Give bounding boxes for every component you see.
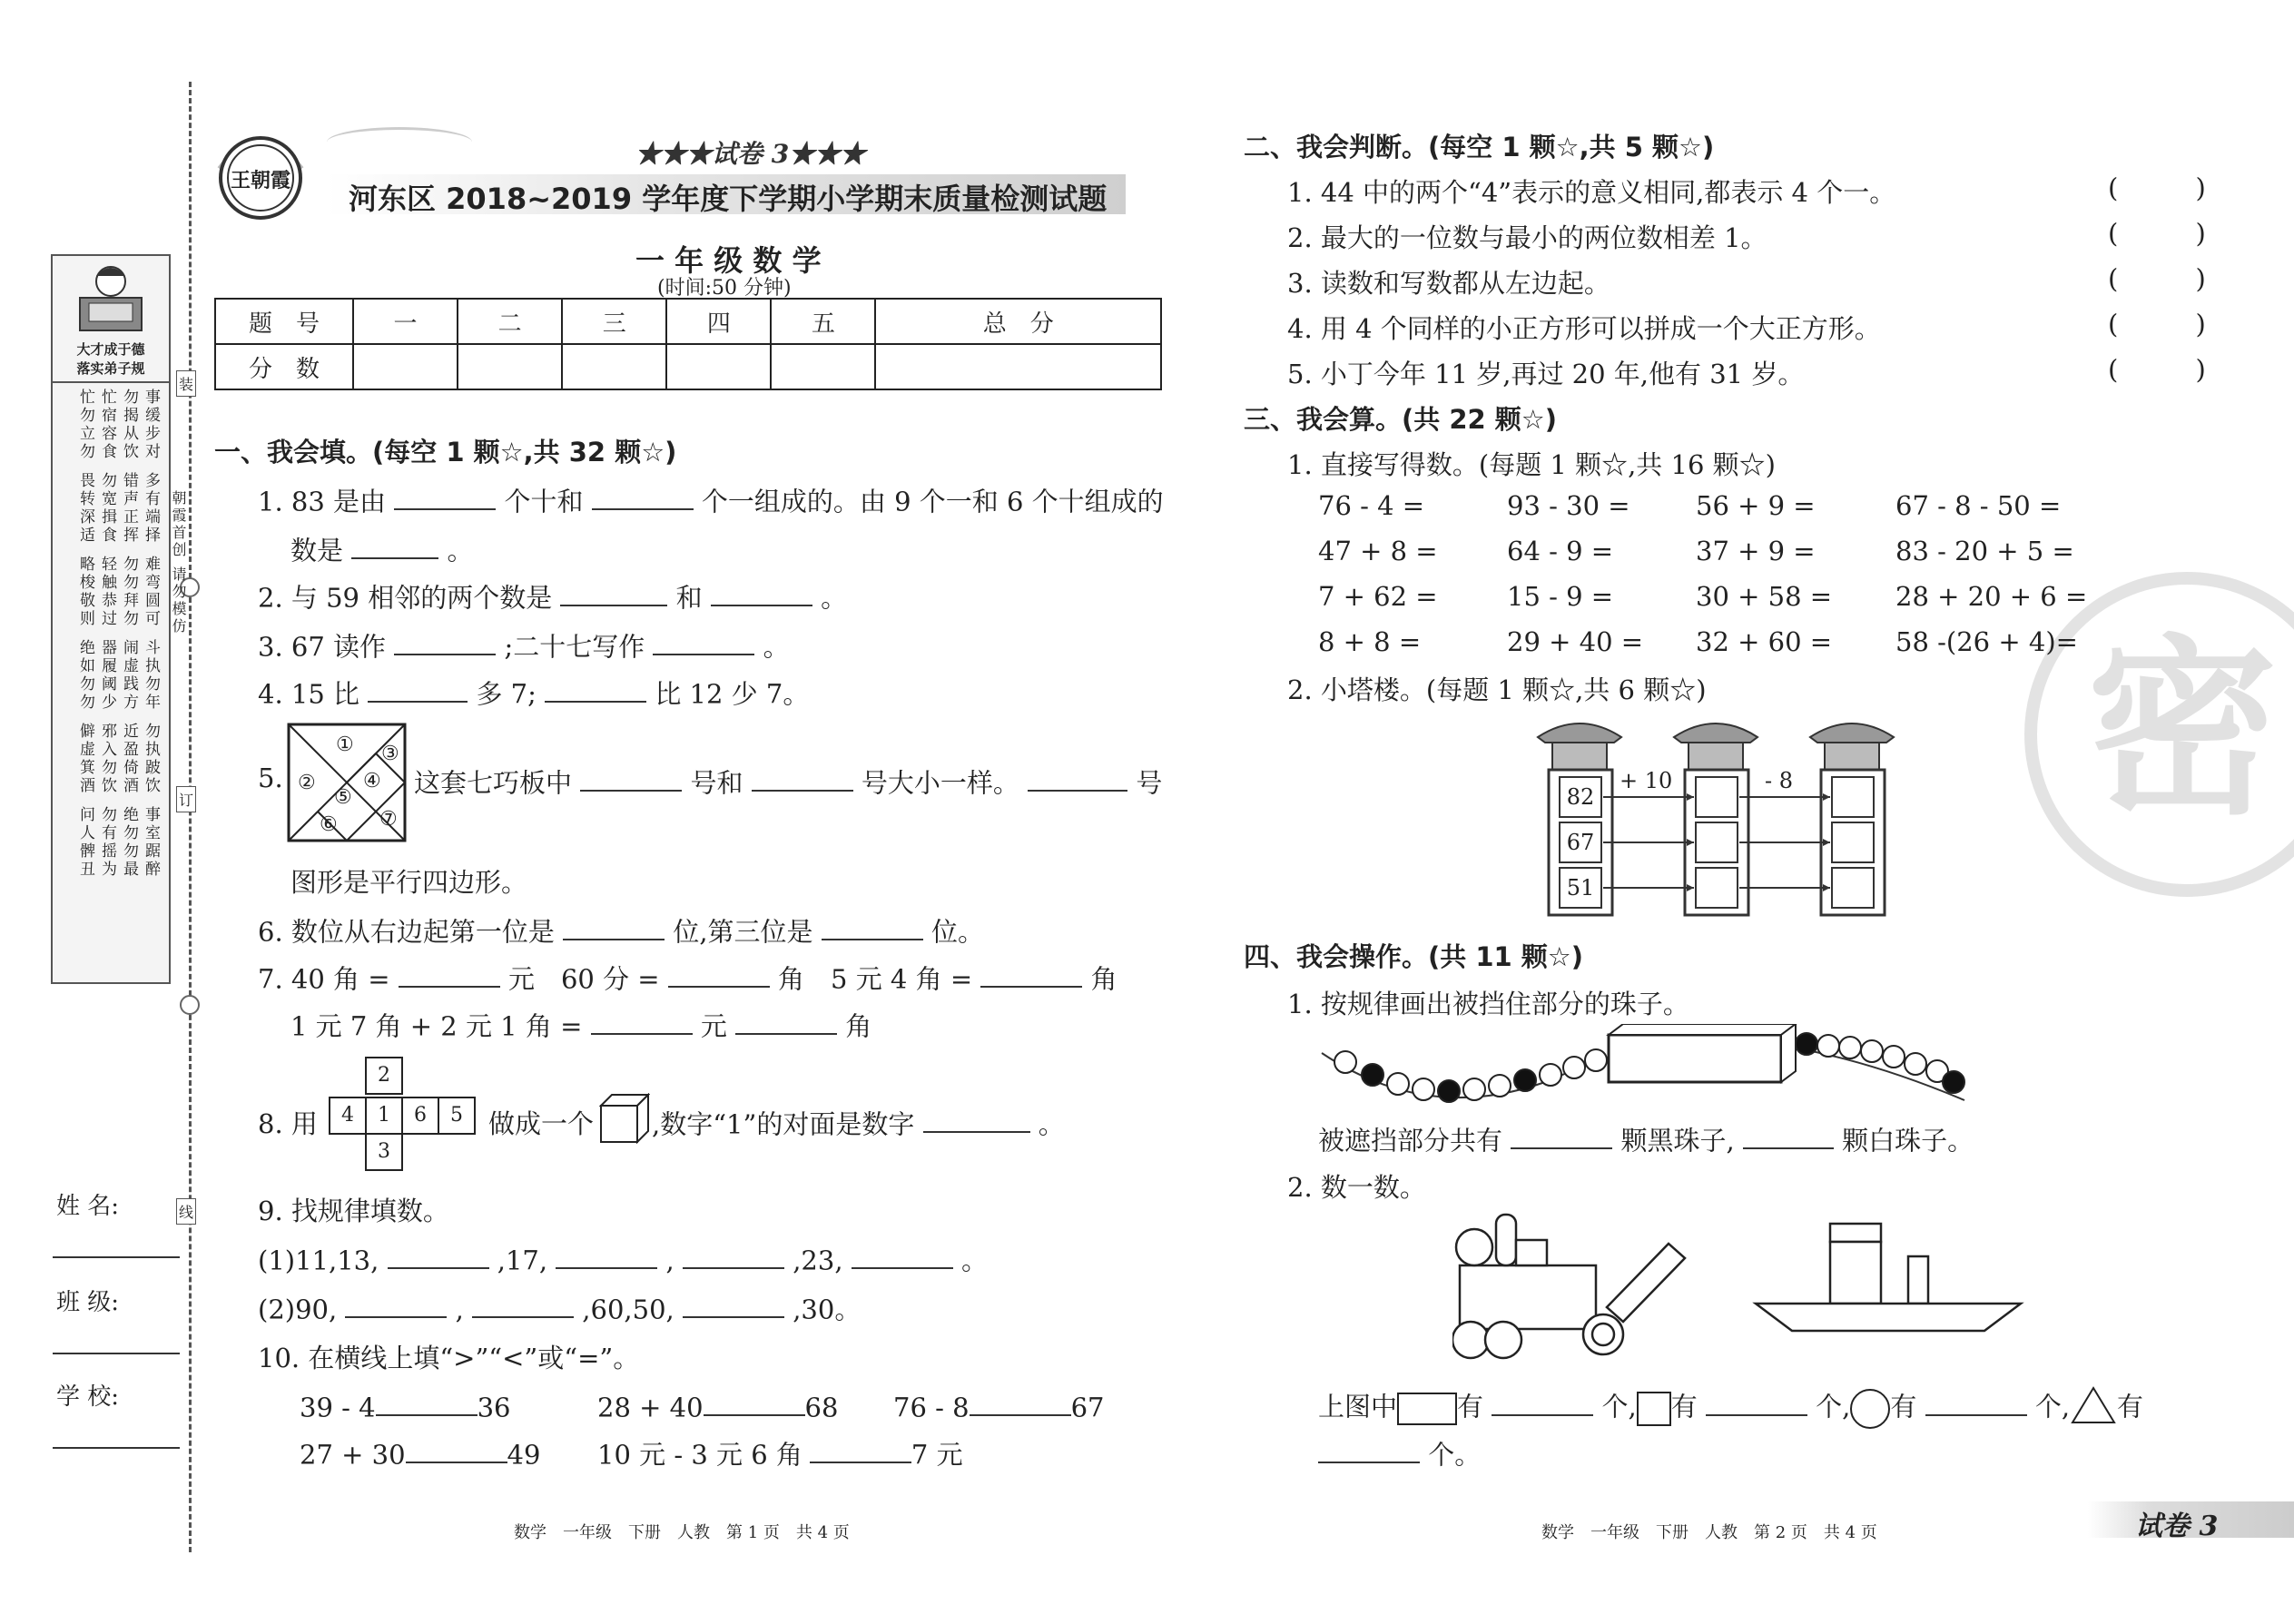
cube-net (325, 1057, 479, 1176)
motto-column: 多有端择 (142, 472, 160, 545)
count-blank-triangle[interactable] (1318, 1434, 1420, 1463)
calc-item[interactable]: 15 - 9 = (1507, 581, 1614, 612)
black-bead (1362, 1064, 1383, 1086)
cmp-1-right: 36 (477, 1392, 511, 1423)
calc-item[interactable]: 67 - 8 - 50 = (1895, 490, 2062, 521)
q9-1-blank-3[interactable] (683, 1240, 784, 1269)
judge-item: 3. 读数和写数都从左边起。 (1287, 268, 1610, 299)
judge-item: 2. 最大的一位数与最小的两位数相差 1。 (1287, 222, 1767, 253)
q9-title: 9. 找规律填数。 (258, 1196, 449, 1226)
motto-column: 畏转深适 (76, 472, 94, 545)
tangram-label-3: ③ (381, 743, 399, 765)
score-cell-1[interactable] (353, 344, 458, 389)
triangle-shape-icon (2070, 1385, 2117, 1432)
cmp-5-left: 10 元 - 3 元 6 角 (597, 1439, 802, 1471)
score-cell-total[interactable] (875, 344, 1161, 389)
footer-right: 数学 一年级 下册 人教 第 2 页 共 4 页 (1541, 1523, 1877, 1542)
tangram-label-7: ⑦ (379, 808, 398, 831)
q1-blank-1[interactable] (394, 481, 496, 510)
beads-blank-white[interactable] (1743, 1120, 1834, 1149)
calc-item[interactable]: 58 -(26 + 4)= (1895, 626, 2078, 657)
count-text-c3: 个, (2034, 1391, 2071, 1422)
net-cell-right2: 5 (438, 1097, 476, 1135)
score-cell-2[interactable] (458, 344, 562, 389)
cmp-2-blank[interactable] (704, 1387, 805, 1416)
cmp-1-blank[interactable] (376, 1387, 478, 1416)
q5-line1 (414, 763, 1162, 800)
q10-title: 10. 在横线上填“>”“<”或“=”。 (258, 1343, 640, 1373)
q3-text-a: 3. 67 读作 (258, 631, 387, 663)
net-cell-top: 2 (365, 1057, 403, 1095)
q1-text-b: 个十和 (504, 486, 584, 517)
score-head-1: 一 (353, 299, 458, 344)
white-bead (1861, 1040, 1883, 1062)
cmp-2-right: 68 (804, 1392, 839, 1423)
white-bead (1540, 1064, 1561, 1086)
motto-column: 问人髀丑 (76, 806, 94, 879)
q9-2-blank-3[interactable] (683, 1289, 784, 1318)
cmp-5 (597, 1434, 963, 1471)
cmp-5-blank[interactable] (810, 1434, 911, 1463)
motto-column: 忙宿容食 (98, 389, 116, 461)
motto-column: 绝勿勿最 (120, 806, 138, 879)
q8-text-c: ,数字“1”的对面是数字 (652, 1108, 915, 1140)
q5-text-b: 号和 (690, 767, 743, 799)
net-cell-center: 1 (365, 1097, 403, 1135)
q7-text-a: 7. 40 角 = (258, 963, 390, 995)
q4-blank-2[interactable] (545, 674, 646, 703)
part3-title: 三、我会算。(共 22 颗☆) (1244, 404, 1558, 435)
tower-diagram (1534, 712, 1915, 920)
cmp-2-left: 28 + 40 (597, 1392, 704, 1423)
count-subtitle: 2. 数一数。 (1287, 1172, 1426, 1203)
motto-head-1: 大才成于德 (76, 341, 145, 358)
q7-blank-4[interactable] (591, 1006, 693, 1035)
count-figure-train (1452, 1207, 1689, 1362)
cmp-4 (300, 1434, 540, 1470)
score-cell-3[interactable] (562, 344, 666, 389)
cmp-1 (300, 1387, 511, 1422)
tower-value-3: 51 (1566, 875, 1595, 901)
score-head-total: 总 分 (875, 299, 1161, 344)
part2-title: 二、我会判断。(每空 1 颗☆,共 5 颗☆) (1244, 132, 1715, 162)
tower3-blank-1[interactable] (1832, 777, 1874, 817)
count-blank-rect[interactable] (1492, 1386, 1593, 1415)
q5-number: 5. (258, 763, 283, 793)
motto-column: 轻触恭过 (98, 556, 116, 628)
count-text-d: 个。 (1428, 1439, 1482, 1471)
beads-answer (1318, 1120, 1974, 1157)
q1-blank-2[interactable] (592, 481, 694, 510)
motto-column: 勿执跛饮 (142, 723, 160, 795)
q9-1-text-c: , (665, 1245, 674, 1276)
q4-text-b: 多 7; (476, 678, 537, 710)
q6-blank-2[interactable] (822, 911, 923, 940)
judge-answer-paren[interactable]: ( ) (2108, 309, 2240, 340)
motto-column: 勿有摇为 (98, 806, 116, 879)
q2-text-c: 。 (821, 582, 848, 614)
calc-item[interactable]: 28 + 20 + 6 = (1895, 581, 2088, 612)
calc-item[interactable]: 93 - 30 = (1507, 490, 1630, 521)
q1-text-c: 个一组成的。由 9 个一和 6 个十组成的 (701, 486, 1164, 517)
calc-item[interactable]: 8 + 8 = (1318, 626, 1422, 657)
judge-item: 1. 44 中的两个“4”表示的意义相同,都表示 4 个一。 (1287, 177, 1896, 208)
rectangle-shape-icon (1397, 1393, 1457, 1425)
q3-text-c: 。 (763, 631, 790, 663)
count-answer-line1 (1318, 1385, 2143, 1432)
q3-text-b: ;二十七写作 (504, 631, 645, 663)
q1-text-e: 。 (447, 535, 474, 566)
q5-line2: 图形是平行四边形。 (290, 867, 528, 898)
tower2-blank-2[interactable] (1696, 822, 1738, 862)
beads-text-a: 被遮挡部分共有 (1318, 1125, 1503, 1156)
motto-column: 近盈倚酒 (120, 723, 138, 795)
part4-title: 四、我会操作。(共 11 颗☆) (1244, 941, 1584, 972)
seal-mark-2: 订 (176, 786, 196, 812)
count-text-c1: 个, (1601, 1391, 1637, 1422)
logo-text: 王朝霞 (230, 169, 290, 192)
q1-blank-3[interactable] (351, 530, 438, 559)
q7-blank-1[interactable] (399, 959, 500, 988)
net-cell-right1: 6 (401, 1097, 439, 1135)
cmp-4-left: 27 + 30 (300, 1439, 406, 1471)
score-head-4: 四 (666, 299, 771, 344)
q7-text-b: 元 60 分 = (507, 963, 660, 995)
calc-item[interactable]: 32 + 60 = (1696, 626, 1833, 657)
q9-1-text-b: ,17, (497, 1245, 548, 1276)
cmp-3-blank[interactable] (970, 1387, 1071, 1416)
judge-answer-paren[interactable]: ( ) (2108, 218, 2240, 249)
score-head-5: 五 (771, 299, 875, 344)
calc-item[interactable]: 64 - 9 = (1507, 536, 1614, 566)
cmp-3-left: 76 - 8 (893, 1392, 970, 1423)
white-bead (1413, 1078, 1434, 1100)
q8-text-b: 做成一个 (488, 1108, 595, 1139)
cmp-3 (893, 1387, 1105, 1422)
cmp-5-right: 7 元 (911, 1439, 963, 1471)
q6-text-b: 位,第三位是 (673, 916, 813, 948)
q3 (258, 626, 790, 664)
score-head-label: 题 号 (215, 299, 353, 344)
beads-figure (1318, 1024, 1972, 1115)
tower-subtitle: 2. 小塔楼。(每题 1 颗☆,共 6 颗☆) (1287, 674, 1707, 705)
black-bead (1514, 1069, 1536, 1091)
motto-column: 斗执勿年 (142, 639, 160, 712)
beads-blank-black[interactable] (1511, 1120, 1612, 1149)
q5-blank-3[interactable] (1028, 763, 1127, 792)
count-text-b1: 有 (1457, 1391, 1484, 1422)
q5-blank-1[interactable] (580, 763, 682, 792)
q7-blank-2[interactable] (668, 959, 770, 988)
q9-2-text-b: , (455, 1294, 464, 1325)
q1-text-d: 数是 (290, 535, 344, 566)
white-bead (1334, 1051, 1356, 1073)
q9-2-text-c: ,60,50, (582, 1294, 674, 1325)
q6 (258, 911, 984, 949)
name-label: 姓 名: (56, 1193, 120, 1220)
q9-2-text-d: ,30。 (793, 1294, 861, 1325)
net-cell-bottom: 3 (365, 1133, 403, 1171)
q4-blank-1[interactable] (368, 674, 468, 703)
circle-shape-icon (1850, 1389, 1890, 1429)
cmp-1-left: 39 - 4 (300, 1392, 376, 1423)
white-bead (1387, 1073, 1409, 1095)
watermark-char: 密 (2086, 618, 2278, 841)
calc-item[interactable]: 83 - 20 + 5 = (1895, 536, 2074, 566)
q2-text-b: 和 (675, 582, 703, 614)
tower2-blank-3[interactable] (1696, 868, 1738, 908)
q7-line2 (290, 1006, 871, 1043)
score-head-2: 二 (458, 299, 562, 344)
q1-line1 (258, 481, 1164, 518)
q5-text-c: 号大小一样。 (861, 767, 1019, 799)
judge-item: 5. 小丁今年 11 岁,再过 20 年,他有 31 岁。 (1287, 359, 1805, 389)
tower-value-1: 82 (1566, 784, 1595, 810)
q7-text-c: 角 5 元 4 角 = (778, 963, 973, 995)
q5-text-d: 号 (1136, 767, 1163, 799)
score-table (214, 298, 1162, 390)
q8-text-a: 8. 用 (258, 1108, 318, 1139)
cmp-2 (597, 1387, 838, 1422)
q2 (258, 577, 847, 615)
cube-icon (599, 1093, 650, 1144)
motto-column: 闹虚践方 (120, 639, 138, 712)
motto-column: 事室踞醉 (142, 806, 160, 879)
motto-panel (51, 254, 171, 984)
q2-blank-1[interactable] (560, 577, 667, 606)
count-text-c2: 个, (1816, 1391, 1851, 1422)
q6-blank-1[interactable] (563, 911, 665, 940)
judge-answer-paren[interactable]: ( ) (2108, 354, 2240, 385)
motto-columns (53, 383, 165, 884)
calc-item[interactable]: 56 + 9 = (1696, 490, 1816, 521)
publisher-logo (211, 123, 310, 223)
white-bead (1489, 1075, 1511, 1097)
confidential-watermark (2024, 572, 2294, 897)
count-blank-square[interactable] (1706, 1386, 1807, 1415)
q9-1-text-e: 。 (960, 1245, 988, 1276)
motto-column: 错声正挥 (120, 472, 138, 545)
motto-column: 难弯圆可 (142, 556, 160, 628)
motto-column: 事缓步对 (142, 389, 160, 461)
class-line[interactable] (53, 1353, 180, 1354)
school-line[interactable] (53, 1447, 180, 1449)
tangram-label-5: ⑤ (334, 786, 352, 809)
motto-column: 忙勿立勿 (76, 389, 94, 461)
square-shape-icon (1637, 1392, 1671, 1426)
q8-line (652, 1104, 1065, 1141)
motto-column: 器履阈少 (98, 639, 116, 712)
q1-line2 (290, 530, 473, 567)
tower-op-add: + 10 (1620, 768, 1673, 793)
exam-title: 河东区 2018~2019 学年度下学期小学期末质量检测试题 (349, 182, 1108, 216)
motto-column: 勿宽揖食 (98, 472, 116, 545)
white-bead (1585, 1049, 1607, 1071)
part1-title: 一、我会填。(每空 1 颗☆,共 32 颗☆) (214, 437, 677, 468)
q4 (258, 674, 809, 711)
q2-text-a: 2. 与 59 相邻的两个数是 (258, 582, 553, 614)
count-blank-circle[interactable] (1925, 1386, 2027, 1415)
calc-item[interactable]: 37 + 9 = (1696, 536, 1816, 566)
white-bead (1463, 1078, 1485, 1100)
q5-blank-2[interactable] (752, 763, 853, 792)
header-ribbon (327, 127, 472, 157)
beads-text-b: 颗黑珠子, (1620, 1125, 1735, 1156)
beads-text-c: 颗白珠子。 (1842, 1125, 1974, 1156)
score-cell-4[interactable] (666, 344, 771, 389)
tangram-label-6: ⑥ (320, 813, 338, 836)
black-bead (1943, 1071, 1964, 1093)
school-label: 学 校: (56, 1383, 120, 1411)
seal-mark-3: 线 (176, 1198, 196, 1225)
calc-item[interactable]: 76 - 4 = (1318, 490, 1425, 521)
time-limit: (时间:50 分钟) (657, 277, 792, 300)
q9-1-blank-1[interactable] (388, 1240, 489, 1269)
footer-left: 数学 一年级 下册 人教 第 1 页 共 4 页 (514, 1523, 850, 1542)
score-head-3: 三 (562, 299, 666, 344)
tower-value-2: 67 (1566, 830, 1595, 855)
judge-answer-paren[interactable]: ( ) (2108, 263, 2240, 294)
motto-column: 勿勿拜勿 (120, 556, 138, 628)
white-bead (1839, 1037, 1861, 1058)
q7-line1 (258, 959, 1117, 996)
calc-subtitle: 1. 直接写得数。(每题 1 颗☆,共 16 颗☆) (1287, 449, 1776, 480)
q7-text-g: 角 (845, 1010, 872, 1042)
q4-text-c: 比 12 少 7。 (655, 678, 810, 710)
q9-row2 (258, 1289, 861, 1326)
cmp-3-right: 67 (1070, 1392, 1105, 1423)
q1-text-a: 1. 83 是由 (258, 486, 387, 517)
white-bead (1563, 1057, 1585, 1078)
q9-2-blank-1[interactable] (345, 1289, 447, 1318)
motto-column: 绝如勿勿 (76, 639, 94, 712)
white-bead (1883, 1046, 1905, 1068)
white-bead (1905, 1053, 1926, 1075)
q4-text-a: 4. 15 比 (258, 678, 360, 710)
vertical-note: 朝霞首创 请勿模仿 (170, 490, 187, 636)
tangram-label-1: ① (336, 733, 354, 756)
black-bead (1796, 1033, 1817, 1055)
q8-blank[interactable] (923, 1104, 1030, 1133)
q7-blank-3[interactable] (980, 959, 1082, 988)
paper-number: ★★★试卷 3★★★ (635, 139, 866, 169)
q9-2-text-a: (2)90, (258, 1294, 338, 1325)
count-answer-line2 (1318, 1434, 1481, 1471)
cmp-4-right: 49 (507, 1439, 541, 1471)
q7-text-e: 1 元 7 角 + 2 元 1 角 = (290, 1010, 583, 1042)
name-line[interactable] (53, 1256, 180, 1258)
judge-answer-paren[interactable]: ( ) (2108, 172, 2240, 203)
q7-text-f: 元 (700, 1010, 727, 1042)
q9-1-text-a: (1)11,13, (258, 1245, 379, 1276)
q3-blank-1[interactable] (394, 626, 496, 655)
motto-head-2: 落实弟子规 (53, 359, 169, 383)
mascot-figure (53, 256, 169, 340)
binding-dashed-line (189, 82, 192, 1552)
q2-blank-2[interactable] (711, 577, 812, 606)
cmp-4-blank[interactable] (406, 1434, 507, 1463)
q9-row1 (258, 1240, 988, 1277)
white-bead (1817, 1035, 1839, 1057)
q3-blank-2[interactable] (653, 626, 754, 655)
score-cell-5[interactable] (771, 344, 875, 389)
tower3-blank-2[interactable] (1832, 822, 1874, 862)
binding-hole-2 (180, 995, 200, 1015)
seal-mark-1: 装 (176, 370, 196, 397)
count-text-b3: 有 (1890, 1391, 1917, 1422)
q7-text-d: 角 (1090, 963, 1117, 995)
q9-1-blank-2[interactable] (556, 1240, 657, 1269)
calc-item[interactable]: 29 + 40 = (1507, 626, 1644, 657)
motto-column: 勿揭从饮 (120, 389, 138, 461)
motto-column: 略梭敬则 (76, 556, 94, 628)
black-bead (1438, 1080, 1460, 1102)
score-row-label: 分 数 (215, 344, 353, 389)
count-figure-boat (1752, 1216, 2024, 1334)
beads-subtitle: 1. 按规律画出被挡住部分的珠子。 (1287, 989, 1689, 1019)
judge-item: 4. 用 4 个同样的小正方形可以拼成一个大正方形。 (1287, 313, 1881, 344)
calc-item[interactable]: 7 + 62 = (1318, 581, 1438, 612)
q9-1-text-d: ,23, (793, 1245, 843, 1276)
motto-column: 僻虚箕酒 (76, 723, 94, 795)
q6-text-c: 位。 (930, 916, 984, 948)
q5-text-a: 这套七巧板中 (414, 767, 573, 799)
count-text-b2: 有 (1670, 1391, 1698, 1422)
q9-2-blank-2[interactable] (472, 1289, 574, 1318)
q8-text-d: 。 (1038, 1108, 1065, 1140)
net-cell-left: 4 (329, 1097, 367, 1135)
tower-op-sub: - 8 (1765, 768, 1794, 793)
tangram-label-2: ② (298, 772, 316, 794)
q9-1-blank-4[interactable] (852, 1240, 953, 1269)
count-text-a: 上图中 (1318, 1391, 1398, 1422)
class-label: 班 级: (56, 1289, 120, 1316)
tangram-label-4: ④ (363, 770, 381, 792)
calc-item[interactable]: 30 + 58 = (1696, 581, 1833, 612)
tower3-blank-3[interactable] (1832, 868, 1874, 908)
tower2-blank-1[interactable] (1696, 777, 1738, 817)
footer-tag: 试卷 3 (2135, 1511, 2219, 1542)
q7-blank-5[interactable] (735, 1006, 837, 1035)
calc-item[interactable]: 47 + 8 = (1318, 536, 1438, 566)
q6-text-a: 6. 数位从右边起第一位是 (258, 916, 555, 948)
motto-column: 邪入勿饮 (98, 723, 116, 795)
subject-title: 一 年 级 数 学 (635, 243, 822, 278)
count-text-b4: 有 (2117, 1391, 2144, 1422)
